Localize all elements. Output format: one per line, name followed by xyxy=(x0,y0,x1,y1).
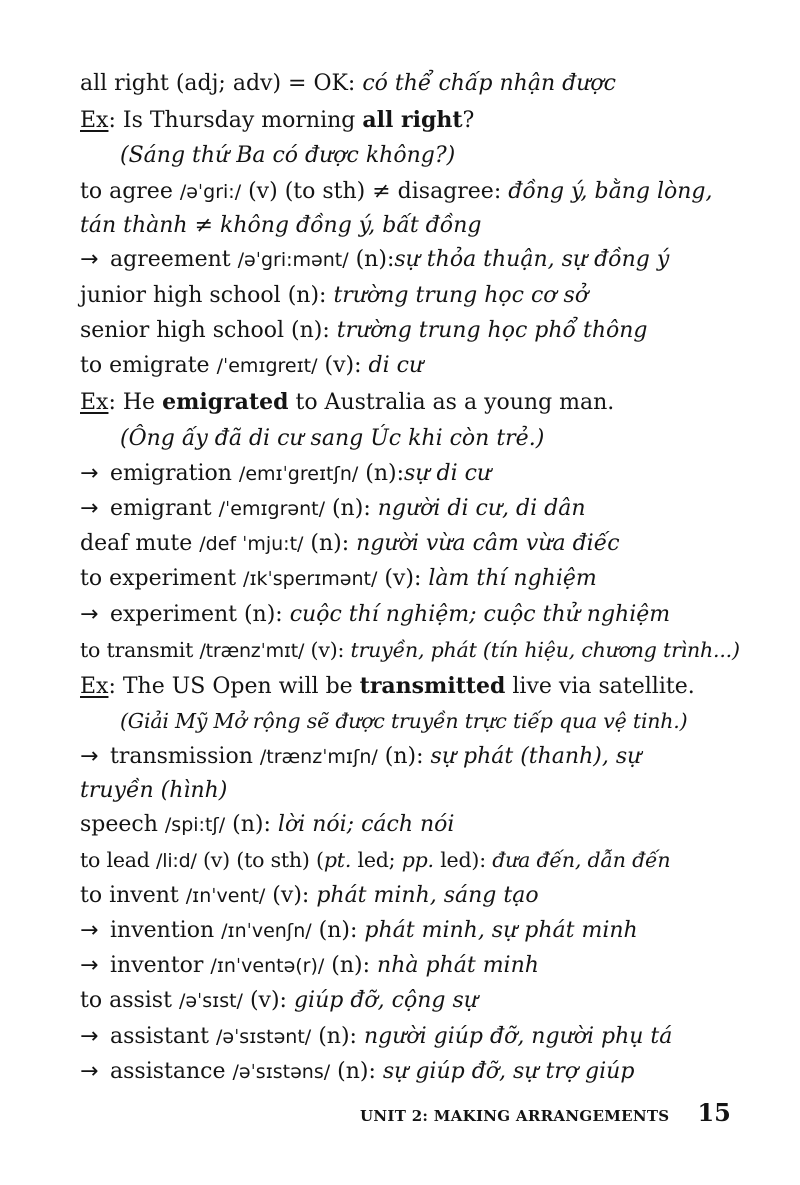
entry-speech xyxy=(80,807,740,843)
page-footer xyxy=(360,1098,740,1127)
headword: to agree xyxy=(80,179,180,204)
pronunciation: /def ˈmju:t/ xyxy=(199,533,304,555)
translation: sự di cư xyxy=(404,461,492,486)
pronunciation: /emɪˈgreɪtʃn/ xyxy=(238,463,359,485)
entry-agreement xyxy=(80,242,740,278)
page-number: 15 xyxy=(697,1098,731,1127)
entry-senior-high xyxy=(80,313,740,349)
example-translation xyxy=(120,703,780,739)
entry-emigration xyxy=(80,456,740,492)
translation: (Giải Mỹ Mở rộng sẽ được truyền trực tiếp qua vệ tinh.) xyxy=(120,709,688,733)
grammar: led; xyxy=(351,848,402,872)
pronunciation: /əˈsɪstənt/ xyxy=(215,1026,312,1048)
grammar-abbrev: pp. xyxy=(401,848,434,872)
translation: sự giúp đỡ, sự trợ giúp xyxy=(382,1059,635,1084)
arrow-right-icon: → xyxy=(80,744,99,769)
entry-emigrant xyxy=(80,491,740,527)
translation: phát minh, sáng tạo xyxy=(316,883,539,908)
headword: to assist xyxy=(80,988,179,1013)
entry-invention xyxy=(80,913,740,949)
headword: all right (adj; adv) = OK: xyxy=(80,71,363,96)
grammar-abbrev: pt. xyxy=(323,848,352,872)
example-text: ? xyxy=(462,108,475,133)
translation: sự phát (thanh), sự xyxy=(430,744,642,769)
grammar: (n): xyxy=(311,918,365,943)
grammar: (n): xyxy=(348,247,395,272)
entry-emigrate xyxy=(80,348,740,384)
headword: inventor xyxy=(110,953,211,978)
headword: to emigrate xyxy=(80,353,217,378)
grammar: (v): xyxy=(304,638,351,662)
example-keyword: all right xyxy=(362,107,463,133)
translation: phát minh, sự phát minh xyxy=(364,918,638,943)
example-text: : Is Thursday morning xyxy=(108,108,363,133)
example-text: : The US Open will be xyxy=(108,674,360,699)
arrow-right-icon: → xyxy=(80,918,99,943)
entry-invent xyxy=(80,878,740,914)
example-transmit xyxy=(80,668,740,705)
grammar: (n): xyxy=(330,1059,383,1084)
translation: có thể chấp nhận được xyxy=(362,71,616,96)
headword: experiment (n): xyxy=(110,602,290,627)
translation: di cư xyxy=(368,353,424,378)
pronunciation: /əˈsɪstəns/ xyxy=(232,1061,331,1083)
translation: truyền (hình) xyxy=(80,778,228,803)
translation: trường trung học cơ sở xyxy=(333,283,589,308)
entry-agree xyxy=(80,174,740,210)
translation: người vừa câm vừa điếc xyxy=(356,531,620,556)
arrow-right-icon: → xyxy=(80,1059,99,1084)
entry-transmission xyxy=(80,739,740,775)
pronunciation: /əˈgri:mənt/ xyxy=(237,249,349,271)
entry-assistance xyxy=(80,1054,740,1090)
pronunciation: /ɪnˈvent/ xyxy=(185,885,266,907)
example-emigrate xyxy=(80,384,740,421)
translation: làm thí nghiệm xyxy=(428,566,597,591)
pronunciation: /ɪnˈvenʃn/ xyxy=(221,920,312,942)
headword: to lead xyxy=(80,848,157,872)
grammar: (v): xyxy=(377,566,429,591)
example-keyword: transmitted xyxy=(359,673,506,699)
example-label: Ex xyxy=(80,108,109,133)
headword: invention xyxy=(110,918,222,943)
grammar: (v): xyxy=(265,883,317,908)
entry-assistant xyxy=(80,1019,740,1055)
translation: đồng ý, bằng lòng, xyxy=(508,179,713,204)
headword: assistance xyxy=(110,1059,233,1084)
example-label: Ex xyxy=(80,674,109,699)
pronunciation: /ˈemɪgreɪt/ xyxy=(216,355,318,377)
entry-all-right xyxy=(80,66,740,102)
example-all-right xyxy=(80,102,740,139)
grammar: (n): xyxy=(324,953,378,978)
entry-junior-high xyxy=(80,278,740,314)
headword: junior high school (n): xyxy=(80,283,334,308)
headword: agreement xyxy=(110,247,238,272)
translation: (Sáng thứ Ba có được không?) xyxy=(120,143,456,168)
translation: giúp đỡ, cộng sự xyxy=(293,988,478,1013)
arrow-right-icon: → xyxy=(80,496,99,521)
pronunciation: /əˈsɪst/ xyxy=(178,990,243,1012)
headword: senior high school (n): xyxy=(80,318,337,343)
translation: nhà phát minh xyxy=(377,953,539,978)
arrow-right-icon: → xyxy=(80,461,99,486)
grammar: (n): xyxy=(311,1024,364,1049)
example-translation xyxy=(120,421,780,457)
entry-inventor xyxy=(80,948,740,984)
headword: to experiment xyxy=(80,566,244,591)
headword: assistant xyxy=(110,1024,216,1049)
grammar: (v) (to sth) ( xyxy=(196,848,324,872)
pronunciation: /trænzˈmɪʃn/ xyxy=(259,746,378,768)
grammar: (n): xyxy=(303,531,357,556)
entry-assist xyxy=(80,983,740,1019)
entry-agree-cont xyxy=(80,208,740,244)
translation: trường trung học phổ thông xyxy=(336,318,648,343)
translation: người di cư, di dân xyxy=(377,496,586,521)
grammar: (v) (to sth) ≠ disagree: xyxy=(241,179,509,204)
pronunciation: /ˈemɪgrənt/ xyxy=(218,498,325,520)
headword: speech xyxy=(80,812,165,837)
translation: tán thành ≠ không đồng ý, bất đồng xyxy=(80,213,482,238)
entry-lead xyxy=(80,842,740,879)
translation: đưa đến, dẫn đến xyxy=(492,848,671,872)
example-text: : He xyxy=(108,390,163,415)
translation: sự thỏa thuận, sự đồng ý xyxy=(394,247,670,272)
pronunciation: /ɪkˈsperɪmənt/ xyxy=(243,568,378,590)
translation: (Ông ấy đã di cư sang Úc khi còn trẻ.) xyxy=(120,426,545,451)
entry-deaf-mute xyxy=(80,526,740,562)
example-label: Ex xyxy=(80,390,109,415)
grammar: (v): xyxy=(317,353,369,378)
grammar: (n): xyxy=(225,812,278,837)
grammar: (n): xyxy=(324,496,378,521)
entry-transmit xyxy=(80,632,740,669)
arrow-right-icon: → xyxy=(80,1024,99,1049)
entry-experiment-noun xyxy=(80,597,740,633)
example-keyword: emigrated xyxy=(162,389,289,415)
arrow-right-icon: → xyxy=(80,953,99,978)
entry-experiment-verb xyxy=(80,561,740,597)
headword: to invent xyxy=(80,883,186,908)
entry-transmission-cont xyxy=(80,773,740,809)
headword: emigrant xyxy=(110,496,219,521)
example-translation xyxy=(120,138,780,174)
headword: emigration xyxy=(110,461,239,486)
translation: người giúp đỡ, người phụ tá xyxy=(363,1024,673,1049)
pronunciation: /əˈgri:/ xyxy=(179,181,242,203)
headword: transmission xyxy=(110,744,260,769)
translation: cuộc thí nghiệm; cuộc thử nghiệm xyxy=(289,602,671,627)
running-header: UNIT 2: MAKING ARRANGEMENTS xyxy=(360,1107,670,1125)
grammar: led): xyxy=(433,848,493,872)
example-text: live via satellite. xyxy=(505,674,695,699)
arrow-right-icon: → xyxy=(80,602,99,627)
headword: to transmit xyxy=(80,638,200,662)
pronunciation: /trænzˈmɪt/ xyxy=(199,640,305,662)
headword: deaf mute xyxy=(80,531,200,556)
grammar: (v): xyxy=(242,988,294,1013)
grammar: (n): xyxy=(377,744,431,769)
example-text: to Australia as a young man. xyxy=(288,390,615,415)
pronunciation: /li:d/ xyxy=(156,850,197,872)
pronunciation: /ɪnˈventə(r)/ xyxy=(210,955,325,977)
translation: truyền, phát (tín hiệu, chương trình...) xyxy=(350,638,740,662)
translation: lời nói; cách nói xyxy=(277,812,455,837)
pronunciation: /spi:tʃ/ xyxy=(164,814,226,836)
grammar: (n): xyxy=(358,461,405,486)
arrow-right-icon: → xyxy=(80,247,99,272)
